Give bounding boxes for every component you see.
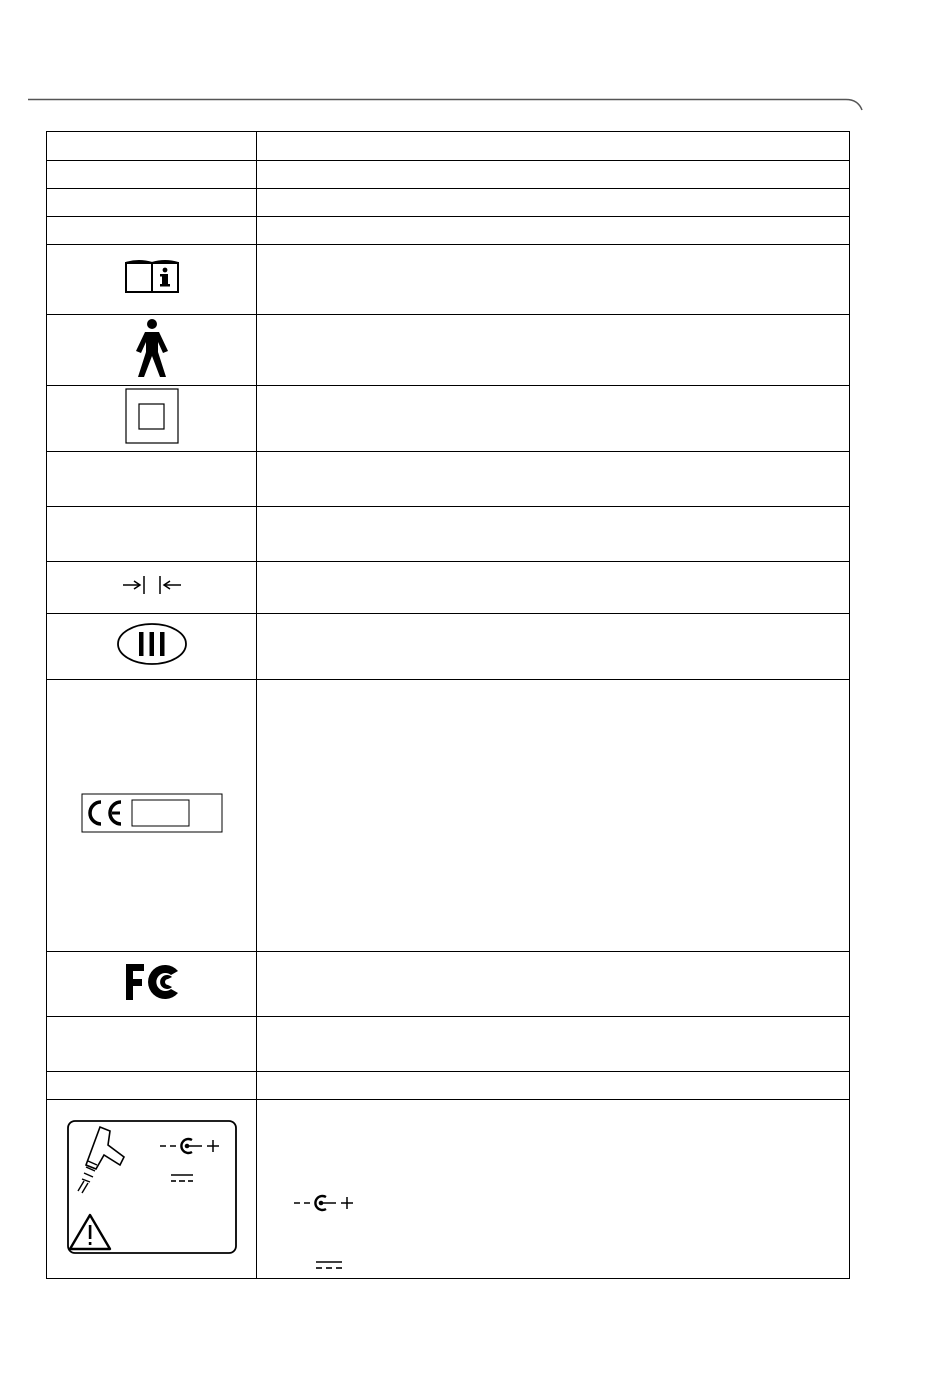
symbol-cell: [47, 386, 257, 452]
symbol-cell: [47, 1017, 257, 1072]
description-cell: [257, 1017, 850, 1072]
symbol-cell: [47, 1100, 257, 1279]
description-cell: [257, 132, 850, 161]
symbol-cell: [47, 452, 257, 507]
description-cell: [257, 562, 850, 614]
table-row: [47, 386, 850, 452]
description-cell: [257, 952, 850, 1017]
description-cell: [257, 680, 850, 952]
description-cell: [257, 161, 850, 189]
description-cell: [257, 507, 850, 562]
symbol-cell: [47, 189, 257, 217]
table-row: [47, 217, 850, 245]
symbol-cell: [47, 562, 257, 614]
fcc-logo-icon: [124, 962, 180, 1002]
table-row: [47, 507, 850, 562]
symbol-cell: [47, 132, 257, 161]
symbol-cell: [47, 614, 257, 680]
class-iii-icon: [116, 622, 188, 666]
table-row: [47, 562, 850, 614]
symbol-cell: [47, 507, 257, 562]
class-ii-double-insulation-icon: [125, 388, 179, 444]
description-cell: [257, 315, 850, 386]
symbols-table: [46, 131, 850, 1279]
symbol-cell: [47, 245, 257, 315]
symbol-cell: [47, 680, 257, 952]
symbol-cell: [47, 217, 257, 245]
table-row: [47, 315, 850, 386]
dc-current-icon: [315, 1259, 343, 1271]
description-cell: [257, 1100, 850, 1279]
description-cell: [257, 245, 850, 315]
table-row: [47, 1017, 850, 1072]
table-row: [47, 614, 850, 680]
symbol-cell: [47, 315, 257, 386]
table-row: [47, 1072, 850, 1100]
symbol-cell: [47, 952, 257, 1017]
ce-mark-icon: [81, 793, 223, 833]
description-cell: [257, 189, 850, 217]
description-cell: [257, 386, 850, 452]
table-row: [47, 132, 850, 161]
table-row: [47, 189, 850, 217]
table-row: [47, 952, 850, 1017]
symbol-cell: [47, 161, 257, 189]
polarity-icon: [293, 1194, 359, 1212]
width-arrows-icon: [121, 574, 183, 596]
description-cell: [257, 614, 850, 680]
table-row: [47, 680, 850, 952]
description-cell: [257, 1072, 850, 1100]
table-row: [47, 161, 850, 189]
table-row: [47, 452, 850, 507]
description-cell: [257, 217, 850, 245]
power-connector-label-icon: [66, 1119, 238, 1255]
page-header-rule: [28, 98, 863, 118]
description-cell: [257, 452, 850, 507]
symbol-cell: [47, 1072, 257, 1100]
table-row: [47, 1100, 850, 1279]
table-row: [47, 245, 850, 315]
type-b-applied-part-icon: [132, 318, 172, 378]
manual-info-icon: [124, 259, 180, 295]
